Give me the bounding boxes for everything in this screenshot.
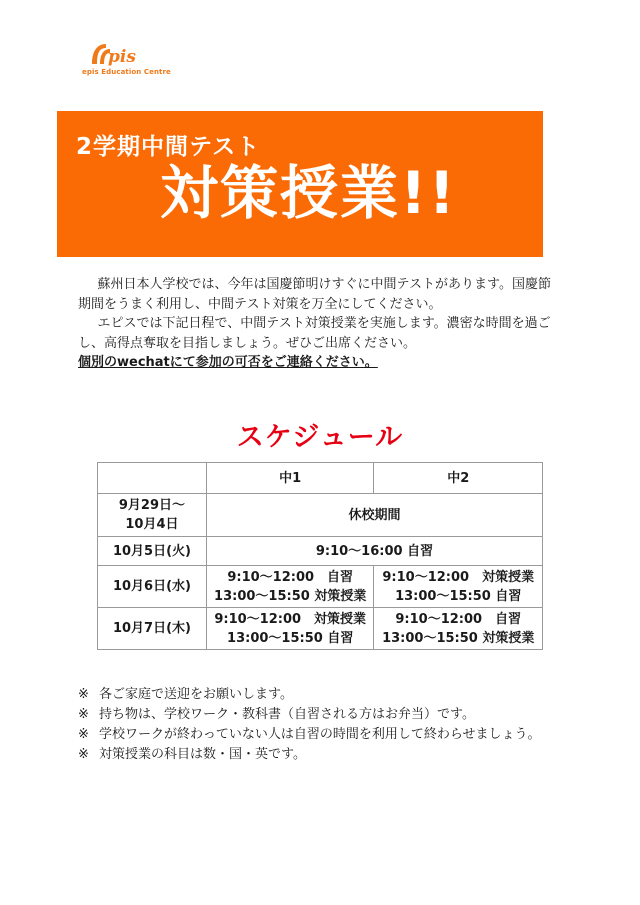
note-text: 学校ワークが終わっていない人は自習の時間を利用して終わらせましょう。: [99, 727, 541, 742]
grade2-cell: 9:10～12:00 対策授業 13:00～15:50 自習: [374, 566, 543, 608]
table-row: [98, 608, 543, 650]
table-row: [98, 537, 543, 566]
notes-list: [78, 685, 578, 765]
schedule-title: スケジュール: [236, 422, 404, 453]
note-text: 持ち物は、学校ワーク・教科書（自習される方はお弁当）です。: [99, 707, 475, 722]
grade1-cell: 9:10～12:00 対策授業 13:00～15:50 自習: [206, 608, 374, 650]
reference-mark-icon: ※: [78, 707, 89, 722]
list-item: [78, 685, 578, 705]
intro-paragraph: 蘇州日本人学校では、今年は国慶節明けすぐに中間テストがあります。国慶節期間をうまく利用し、中間テスト対策を万全にしてください。: [78, 277, 551, 312]
table-row: [98, 494, 543, 537]
date-cell: 10月6日(水): [98, 566, 207, 608]
note-text: 各ご家庭で送迎をお願いします。: [99, 687, 293, 702]
header-cell-empty: [98, 463, 207, 494]
header-cell-grade2: 中2: [374, 463, 543, 494]
merged-cell: 9:10～16:00 自習: [206, 537, 542, 566]
epis-logo-icon: [88, 40, 136, 68]
list-item: [78, 745, 578, 765]
svg-text:pis: pis: [108, 47, 136, 67]
banner-title: 対策授業!!: [160, 159, 457, 227]
reference-mark-icon: ※: [78, 747, 89, 762]
date-cell: 9月29日～ 10月4日: [98, 494, 207, 537]
list-item: [78, 705, 578, 725]
table-row: [98, 566, 543, 608]
intro-text: [78, 275, 558, 373]
grade2-cell: 9:10～12:00 自習 13:00～15:50 対策授業: [374, 608, 543, 650]
logo-text: epis Education Centre: [82, 68, 171, 76]
merged-cell: 休校期間: [206, 494, 542, 537]
table-header-row: [98, 463, 543, 494]
contact-note: 個別のwechatにて参加の可否をご連絡ください。: [78, 355, 378, 370]
grade1-cell: 9:10～12:00 自習 13:00～15:50 対策授業: [206, 566, 374, 608]
header-cell-grade1: 中1: [206, 463, 374, 494]
logo: [82, 40, 171, 80]
schedule-table: [97, 462, 543, 650]
intro-paragraph: エピスでは下記日程で、中間テスト対策授業を実施します。濃密な時間を過ごし、高得点奪取を目指しましょう。ぜひご出席ください。: [78, 316, 551, 351]
note-text: 対策授業の科目は数・国・英です。: [99, 747, 306, 762]
banner-subtitle: 2学期中間テスト: [76, 134, 261, 160]
date-cell: 10月7日(木): [98, 608, 207, 650]
reference-mark-icon: ※: [78, 687, 89, 702]
list-item: [78, 725, 578, 745]
reference-mark-icon: ※: [78, 727, 89, 742]
date-cell: 10月5日(火): [98, 537, 207, 566]
